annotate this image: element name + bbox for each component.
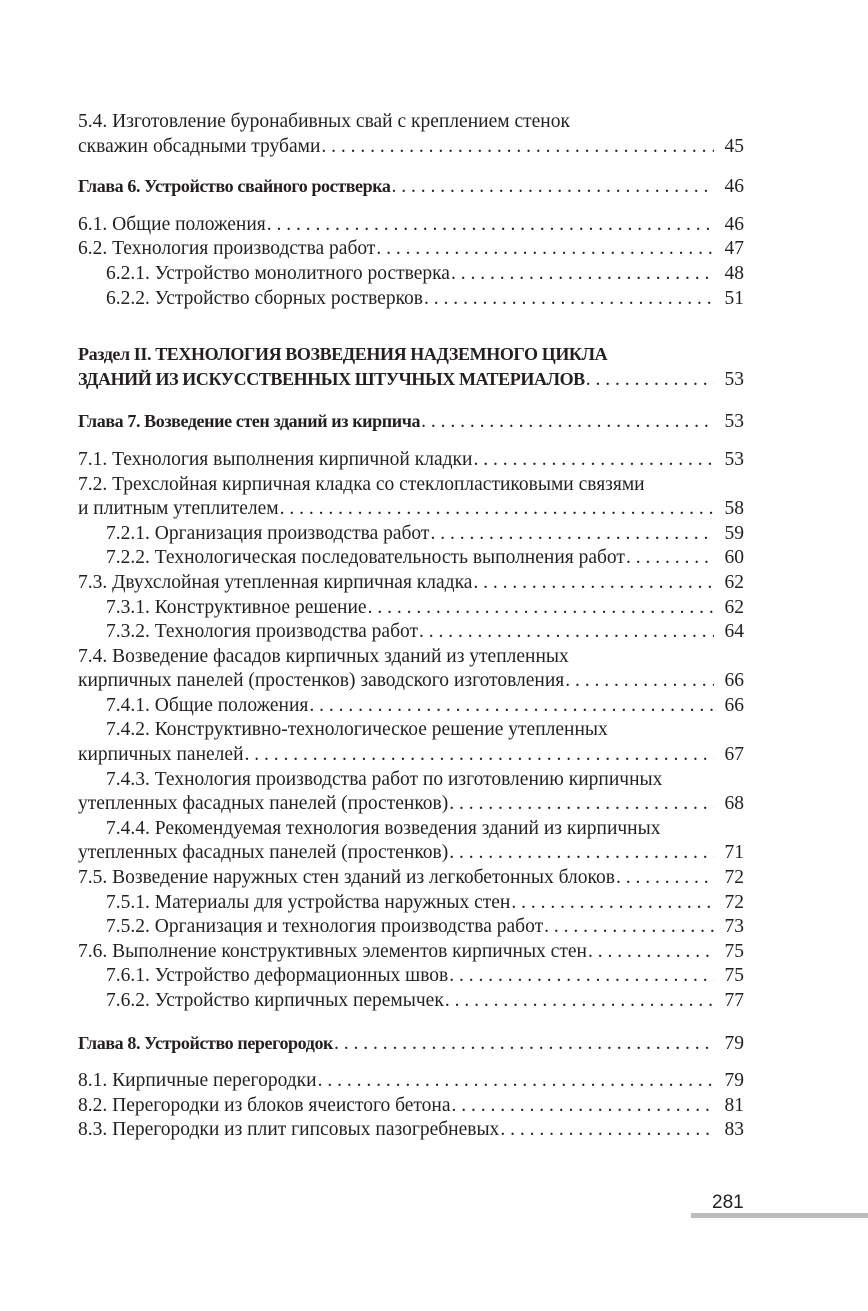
toc-entry[interactable] [78, 262, 744, 287]
toc-entry[interactable] [78, 287, 744, 312]
toc-entry-title: и плитным утеплителем [78, 498, 279, 520]
toc-entry-title-line: Раздел II. ТЕХНОЛОГИЯ ВОЗВЕДЕНИЯ НАДЗЕМНОГО ЦИКЛА [78, 344, 608, 365]
toc-entry-title-line: 5.4. Изготовление буронабивных свай с креплением стенок [78, 111, 570, 132]
dot-leader [500, 1118, 714, 1143]
toc-entry[interactable] [78, 448, 744, 473]
toc-entry-title: 7.2.2. Технологическая последовательность выполнения работ [106, 547, 625, 569]
toc-page-number: 66 [724, 694, 744, 716]
toc-entry[interactable] [78, 768, 744, 817]
toc-entry[interactable] [78, 546, 744, 571]
toc-entry-title: 6.2.2. Устройство сборных ростверков [106, 287, 424, 309]
footer-rule [691, 1213, 868, 1218]
toc-page-number: 71 [724, 842, 744, 864]
toc-page-number: 75 [724, 940, 744, 962]
toc-page-number: 77 [724, 990, 744, 1011]
toc-entry-title: Глава 7. Возведение стен зданий из кирпича [78, 411, 421, 432]
toc-page-number: 51 [724, 287, 744, 309]
toc-entry-title: 8.3. Перегородки из плит гипсовых пазогребневых [78, 1119, 500, 1141]
toc-page-number: 81 [724, 1094, 744, 1116]
dot-leader [626, 546, 714, 571]
toc-entry-title-line: 7.4.3. Технология производства работ по изготовлению кирпичных [106, 768, 663, 790]
toc-page-number: 66 [724, 670, 744, 692]
dot-leader [473, 448, 714, 473]
toc-entry[interactable] [78, 694, 744, 719]
dot-leader [449, 792, 714, 817]
toc-entry-title: 6.1. Общие положения [78, 213, 266, 235]
toc-entry[interactable] [78, 620, 744, 645]
toc-entry[interactable] [78, 989, 744, 1014]
toc-entry-title: скважин обсадными трубами [78, 135, 321, 157]
toc-entry-title: 7.2.1. Организация производства работ [106, 522, 430, 544]
toc-entry[interactable] [78, 891, 744, 916]
toc-page-number: 53 [724, 368, 744, 390]
toc-page-number: 73 [724, 916, 744, 938]
toc-entry-title: 7.3. Двухслойная утепленная кирпичная кладка [78, 571, 473, 593]
toc-entry[interactable] [78, 915, 744, 940]
toc-entry[interactable] [78, 213, 744, 238]
toc-entry-title: 8.1. Кирпичные перегородки [78, 1070, 317, 1092]
toc-entry-title: кирпичных панелей (простенков) заводского изготовления [78, 670, 565, 692]
toc-entry-title: 7.6.1. Устройство деформационных швов [106, 965, 449, 987]
toc-entry[interactable] [78, 1118, 744, 1143]
toc-heading[interactable] [78, 174, 744, 200]
toc-entry-title-line: 7.2. Трехслойная кирпичная кладка со стеклопластиковыми связями [78, 473, 645, 495]
dot-leader [565, 669, 714, 694]
toc-entry-title-line: 7.4.2. Конструктивно-технологическое решение утепленных [106, 719, 608, 741]
toc-page-number: 58 [724, 498, 744, 520]
dot-leader [424, 287, 714, 312]
toc-page-number: 79 [724, 1070, 744, 1092]
toc-entry-title: 7.6.2. Устройство кирпичных перемычек [106, 990, 444, 1011]
dot-leader [451, 262, 714, 287]
toc-page-number: 48 [724, 262, 744, 284]
toc-entry[interactable] [78, 964, 744, 989]
toc-entry-title-line: 7.4. Возведение фасадов кирпичных зданий из утепленных [78, 645, 569, 667]
dot-leader [245, 743, 714, 768]
dot-leader [309, 694, 714, 719]
toc-page-number: 46 [724, 176, 744, 198]
dot-leader [616, 866, 714, 891]
dot-leader [452, 1094, 714, 1119]
dot-leader [544, 915, 714, 940]
toc-page-number: 53 [724, 448, 744, 470]
toc-entry-title: 7.5.2. Организация и технология производства работ [106, 916, 544, 938]
toc-page-number: 62 [724, 596, 744, 618]
dot-leader [368, 596, 714, 621]
toc-entry-title: 8.2. Перегородки из блоков ячеистого бетона [78, 1094, 451, 1116]
toc-page-number: 68 [724, 793, 744, 815]
toc-page-number: 67 [724, 744, 744, 766]
toc-page-number: 60 [724, 547, 744, 569]
toc-entry-title: утепленных фасадных панелей (простенков) [78, 842, 449, 864]
toc-entry-title-line: 7.4.4. Рекомендуемая технология возведения зданий из кирпичных [106, 817, 661, 839]
toc-page-number: 75 [724, 965, 744, 987]
toc-entry[interactable] [78, 645, 744, 694]
toc-page-number: 59 [724, 522, 744, 544]
toc-entry-title: 6.2.1. Устройство монолитного ростверка [106, 262, 450, 284]
toc-page-number: 72 [724, 891, 744, 913]
toc-entry-title: 7.3.2. Технология производства работ [106, 621, 419, 643]
dot-leader [449, 964, 714, 989]
toc-page-number: 45 [724, 135, 744, 157]
toc-entry-title: утепленных фасадных панелей (простенков) [78, 793, 449, 815]
toc-page-number: 47 [724, 238, 744, 260]
dot-leader [421, 410, 714, 435]
toc-entry[interactable] [78, 1069, 744, 1094]
dot-leader [430, 522, 714, 547]
dot-leader [321, 135, 714, 160]
toc-heading[interactable] [78, 409, 744, 435]
toc-entry-title: Глава 6. Устройство свайного ростверка [78, 176, 391, 197]
toc-heading[interactable] [78, 342, 744, 392]
toc-entry-title: 7.1. Технология выполнения кирпичной кладки [78, 448, 473, 470]
toc-entry-title: ЗДАНИЙ ИЗ ИСКУССТВЕННЫХ ШТУЧНЫХ МАТЕРИАЛОВ [78, 368, 585, 389]
toc-entry-title: 7.6. Выполнение конструктивных элементов кирпичных стен [78, 940, 587, 962]
toc-page-number: 46 [724, 213, 744, 235]
dot-leader [445, 989, 714, 1014]
toc-entry-title: 7.5.1. Материалы для устройства наружных стен [106, 891, 511, 913]
toc-entry[interactable] [78, 718, 744, 767]
dot-leader [334, 1032, 714, 1057]
dot-leader [267, 213, 714, 238]
toc-entry-title: 7.5. Возведение наружных стен зданий из легкобетонных блоков [78, 867, 615, 889]
table-of-contents [78, 110, 744, 1143]
dot-leader [392, 175, 714, 200]
toc-entry[interactable] [78, 473, 744, 522]
toc-entry[interactable] [78, 237, 744, 262]
toc-page-number: 79 [724, 1032, 744, 1054]
toc-page-number: 62 [724, 571, 744, 593]
toc-page-number: 72 [724, 867, 744, 889]
toc-entry[interactable] [78, 1094, 744, 1119]
toc-page-number: 64 [724, 621, 744, 643]
toc-entry[interactable] [78, 110, 744, 159]
dot-leader [318, 1069, 714, 1094]
toc-entry[interactable] [78, 596, 744, 621]
dot-leader [376, 237, 714, 262]
toc-entry[interactable] [78, 817, 744, 866]
toc-entry-title: 7.3.1. Конструктивное решение [106, 596, 367, 618]
dot-leader [280, 497, 714, 522]
toc-entry-title: 7.4.1. Общие положения [106, 694, 309, 716]
toc-entry-title: 6.2. Технология производства работ [78, 238, 376, 260]
dot-leader [588, 940, 714, 965]
toc-entry[interactable] [78, 866, 744, 891]
toc-entry-title: Глава 8. Устройство перегородок [78, 1032, 334, 1053]
toc-entry[interactable] [78, 522, 744, 547]
dot-leader [473, 571, 714, 596]
page-number: 281 [712, 1192, 744, 1213]
dot-leader [511, 891, 714, 916]
toc-entry[interactable] [78, 571, 744, 596]
dot-leader [449, 841, 714, 866]
toc-entry-title: кирпичных панелей [78, 744, 244, 766]
dot-leader [419, 620, 714, 645]
toc-page-number: 83 [724, 1119, 744, 1141]
toc-heading[interactable] [78, 1031, 744, 1057]
toc-entry[interactable] [78, 940, 744, 965]
toc-page-number: 53 [724, 411, 744, 433]
dot-leader [586, 368, 714, 393]
